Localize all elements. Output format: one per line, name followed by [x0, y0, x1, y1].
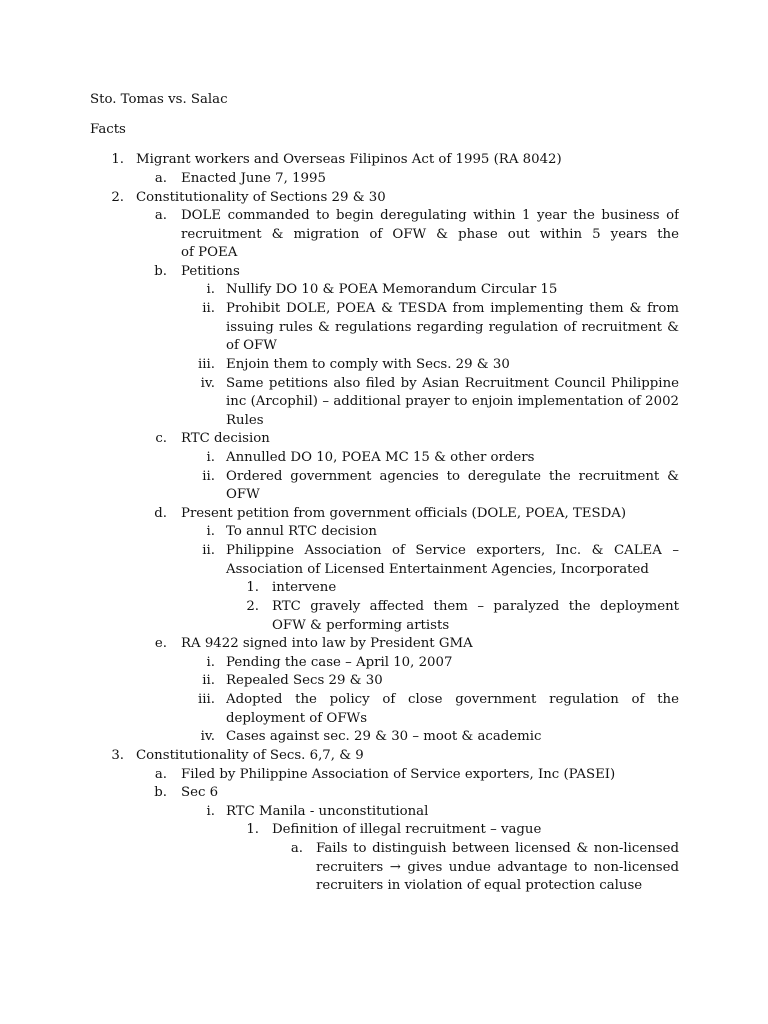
list-item-text-content: recruiters → gives undue advantage to non-licensed — [316, 860, 679, 875]
list-item-text — [136, 747, 364, 766]
list-marker: i. — [206, 804, 215, 819]
list-item-text — [181, 207, 679, 226]
list-item-text-content: OFW & performing artists — [272, 618, 450, 633]
list-marker: 2. — [111, 190, 124, 205]
list-item-text-content: Annulled DO 10, POEA MC 15 & other orders — [226, 450, 535, 465]
list-item-text — [181, 766, 615, 785]
list-item-text — [226, 486, 260, 505]
list-item-text — [226, 281, 557, 300]
list-marker: iv. — [200, 729, 215, 744]
list-marker: b. — [154, 785, 167, 800]
list-item-text — [272, 598, 679, 617]
list-marker: ii. — [202, 301, 215, 316]
list-marker: 1. — [246, 822, 259, 837]
list-item-text — [136, 151, 562, 170]
list-marker: 2. — [246, 599, 259, 614]
list-item-text-content: Present petition from government officials (DOLE, POEA, TESDA) — [181, 506, 627, 521]
list-marker: a. — [290, 841, 303, 856]
list-item-text-content: RA 9422 signed into law by President GMA — [181, 636, 473, 651]
list-item-text — [181, 505, 626, 524]
list-item-text-content: Sec 6 — [181, 785, 219, 800]
list-marker: 3. — [111, 748, 124, 763]
list-item-text — [226, 561, 649, 580]
list-item-text — [226, 523, 377, 542]
list-item-text-content: DOLE commanded to begin deregulating within 1 year the business of — [181, 208, 679, 223]
list-marker: ii. — [202, 469, 215, 484]
list-item-text — [181, 263, 240, 282]
list-item-text-content: Association of Licensed Entertainment Agencies, Incorporated — [226, 562, 649, 577]
list-item-text-content: Ordered government agencies to deregulate the recruitment & — [226, 469, 679, 484]
list-item-text-content: RTC gravely affected them – paralyzed the deployment — [272, 599, 679, 614]
list-item-text — [226, 412, 264, 431]
list-marker: ii. — [202, 673, 215, 688]
list-item-text — [226, 300, 679, 319]
list-item-text-content: Prohibit DOLE, POEA & TESDA from implementing them & from — [226, 301, 679, 316]
list-item-text-content: recruitment & migration of OFW & phase out within 5 years the — [181, 227, 679, 242]
list-item-text-content: inc (Arcophil) – additional prayer to enjoin implementation of 2002 — [226, 394, 679, 409]
section-heading-facts: Facts — [90, 122, 126, 137]
list-marker: d. — [154, 506, 167, 521]
list-item-text — [226, 468, 679, 487]
list-item-text — [226, 542, 679, 561]
list-item-text-content: Constitutionality of Secs. 6,7, & 9 — [136, 748, 364, 763]
list-item-text — [181, 635, 473, 654]
list-item-text-content: Pending the case – April 10, 2007 — [226, 655, 453, 670]
list-marker: a. — [154, 171, 167, 186]
list-item-text-content: deployment of OFWs — [226, 711, 368, 726]
list-item-text-content: of POEA — [181, 245, 238, 260]
list-item-text-content: of OFW — [226, 338, 277, 353]
document-title: Sto. Tomas vs. Salac — [90, 92, 228, 107]
list-item-text-content: Constitutionality of Sections 29 & 30 — [136, 190, 386, 205]
list-marker: ii. — [202, 543, 215, 558]
list-item-text-content: OFW — [226, 487, 260, 502]
list-item-text — [226, 356, 510, 375]
list-item-text-content: Filed by Philippine Association of Service exporters, Inc (PASEI) — [181, 767, 616, 782]
list-item-text-content: Enacted June 7, 1995 — [181, 171, 326, 186]
list-item-text — [272, 579, 336, 598]
list-item-text-content: Cases against sec. 29 & 30 – moot & academic — [226, 729, 542, 744]
list-item-text — [181, 226, 679, 245]
list-marker: i. — [206, 655, 215, 670]
list-item-text — [226, 393, 679, 412]
list-marker: e. — [154, 636, 167, 651]
list-item-text-content: Repealed Secs 29 & 30 — [226, 673, 383, 688]
list-marker: i. — [206, 282, 215, 297]
list-item-text-content: Petitions — [181, 264, 240, 279]
list-item-text-content: Definition of illegal recruitment – vague — [272, 822, 542, 837]
list-item-text — [272, 821, 541, 840]
list-item-text-content: Rules — [226, 413, 264, 428]
list-item-text-content: RTC Manila - unconstitutional — [226, 804, 429, 819]
list-item-text-content: Migrant workers and Overseas Filipinos Act of 1995 (RA 8042) — [136, 152, 562, 167]
list-item-text — [226, 449, 534, 468]
list-item-text — [226, 337, 277, 356]
list-marker: iii. — [198, 692, 215, 707]
list-item-text — [316, 840, 679, 859]
list-item-text — [226, 803, 428, 822]
list-item-text — [226, 672, 383, 691]
list-item-text — [181, 170, 326, 189]
list-item-text — [226, 654, 452, 673]
list-item-text-content: Fails to distinguish between licensed & non-licensed — [316, 841, 679, 856]
list-item-text-content: recruiters in violation of equal protection caluse — [316, 878, 643, 893]
list-item-text-content: intervene — [272, 580, 337, 595]
list-item-text — [226, 710, 367, 729]
list-item-text — [226, 728, 542, 747]
list-marker: 1. — [246, 580, 259, 595]
list-item-text-content: Philippine Association of Service exporters, Inc. & CALEA – — [226, 543, 679, 558]
list-item-text — [181, 244, 237, 263]
list-item-text-content: Same petitions also filed by Asian Recruitment Council Philippine — [226, 376, 679, 391]
list-item-text — [272, 617, 449, 636]
list-item-text — [181, 430, 270, 449]
list-marker: c. — [155, 431, 167, 446]
list-marker: a. — [154, 767, 167, 782]
list-item-text-content: Nullify DO 10 & POEA Memorandum Circular 15 — [226, 282, 558, 297]
list-item-text-content: To annul RTC decision — [226, 524, 377, 539]
list-marker: 1. — [111, 152, 124, 167]
list-marker: iii. — [198, 357, 215, 372]
list-item-text — [226, 691, 679, 710]
list-item-text — [316, 877, 642, 896]
list-item-text-content: RTC decision — [181, 431, 270, 446]
list-item-text — [316, 859, 679, 878]
list-marker: b. — [154, 264, 167, 279]
list-marker: a. — [154, 208, 167, 223]
list-item-text — [181, 784, 218, 803]
list-item-text-content: Adopted the policy of close government regulation of the — [226, 692, 679, 707]
list-item-text — [136, 189, 386, 208]
list-item-text — [226, 319, 679, 338]
list-marker: i. — [206, 450, 215, 465]
list-marker: i. — [206, 524, 215, 539]
list-item-text-content: Enjoin them to comply with Secs. 29 & 30 — [226, 357, 510, 372]
list-item-text-content: issuing rules & regulations regarding regulation of recruitment & — [226, 320, 679, 335]
list-marker: iv. — [200, 376, 215, 391]
list-item-text — [226, 375, 679, 394]
